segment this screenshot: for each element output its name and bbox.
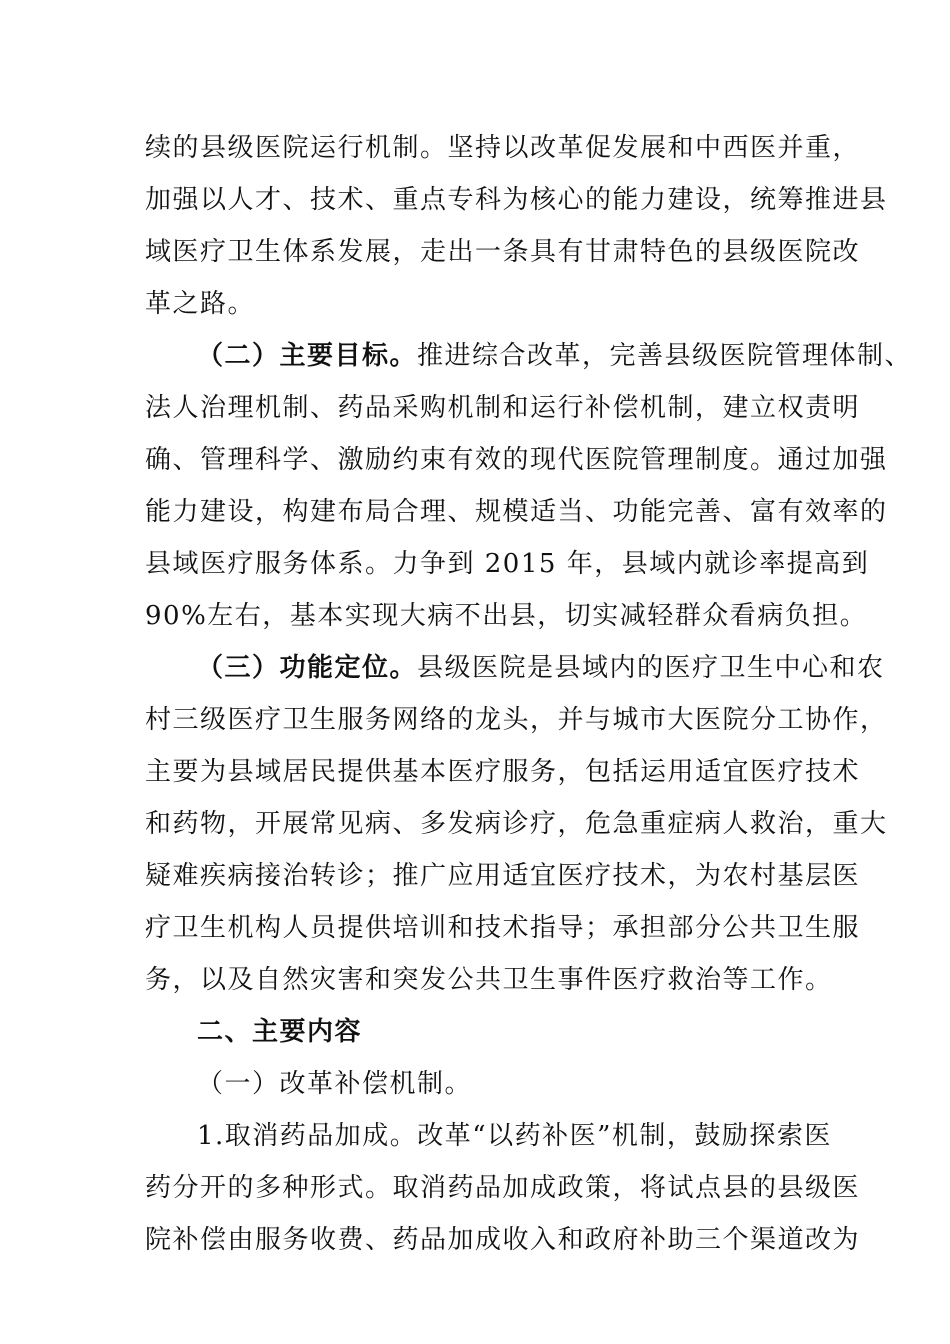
sub-heading-text: （一）改革补偿机制。 — [197, 1069, 473, 1099]
text-line: 院补偿由服务收费、药品加成收入和政府补助三个渠道改为 — [145, 1225, 861, 1255]
text-line: 村三级医疗卫生服务网络的龙头，并与城市大医院分工协作， — [145, 705, 888, 735]
paragraph-continuation — [145, 122, 888, 330]
text-line: 确、管理科学、激励约束有效的现代医院管理制度。通过加强 — [145, 445, 888, 475]
paragraph-cancel-drug-markup — [145, 1110, 861, 1266]
text-line: 能力建设，构建布局合理、规模适当、功能完善、富有效率的 — [145, 497, 888, 527]
section-heading — [145, 1006, 825, 1058]
text-line: 1.取消药品加成。改革“以药补医”机制，鼓励探索医 — [197, 1121, 832, 1151]
section-heading-text: 二、主要内容 — [197, 1017, 363, 1047]
text-line: 疑难疾病接治转诊；推广应用适宜医疗技术，为农村基层医 — [145, 861, 861, 891]
text-line: 主要为县域居民提供基本医疗服务，包括运用适宜医疗技术 — [145, 757, 861, 787]
sub-heading — [145, 1058, 825, 1110]
text-line: 疗卫生机构人员提供培训和技术指导；承担部分公共卫生服 — [145, 913, 861, 943]
text-line: 90%左右，基本实现大病不出县，切实减轻群众看病负担。 — [145, 601, 868, 631]
text-line — [145, 330, 913, 382]
text-line: 务，以及自然灾害和突发公共卫生事件医疗救治等工作。 — [145, 965, 833, 995]
text-line: 域医疗卫生体系发展，走出一条具有甘肃特色的县级医院改 — [145, 237, 861, 267]
text-line-rest: 推进综合改革，完善县级医院管理体制、 — [417, 341, 913, 371]
text-line: 加强以人才、技术、重点专科为核心的能力建设，统筹推进县 — [145, 185, 888, 215]
text-line: 药分开的多种形式。取消药品加成政策，将试点县的县级医 — [145, 1173, 861, 1203]
text-line — [145, 642, 885, 694]
text-line: 和药物，开展常见病、多发病诊疗，危急重症病人救治，重大 — [145, 809, 888, 839]
text-line-rest: 县级医院是县域内的医疗卫生中心和农 — [417, 653, 885, 683]
paragraph-function-position — [145, 642, 888, 1006]
paragraph-lead-main-goals: （二）主要目标。 — [197, 341, 418, 371]
text-line: 法人治理机制、药品采购机制和运行补偿机制，建立权责明 — [145, 393, 861, 423]
text-line: 革之路。 — [145, 289, 256, 319]
paragraph-lead-function-position: （三）功能定位。 — [197, 653, 418, 683]
text-line: 县域医疗服务体系。力争到 2015 年，县域内就诊率提高到 — [145, 549, 870, 579]
text-line: 续的县级医院运行机制。坚持以改革促发展和中西医并重， — [145, 133, 861, 163]
paragraph-main-goals — [145, 330, 913, 642]
